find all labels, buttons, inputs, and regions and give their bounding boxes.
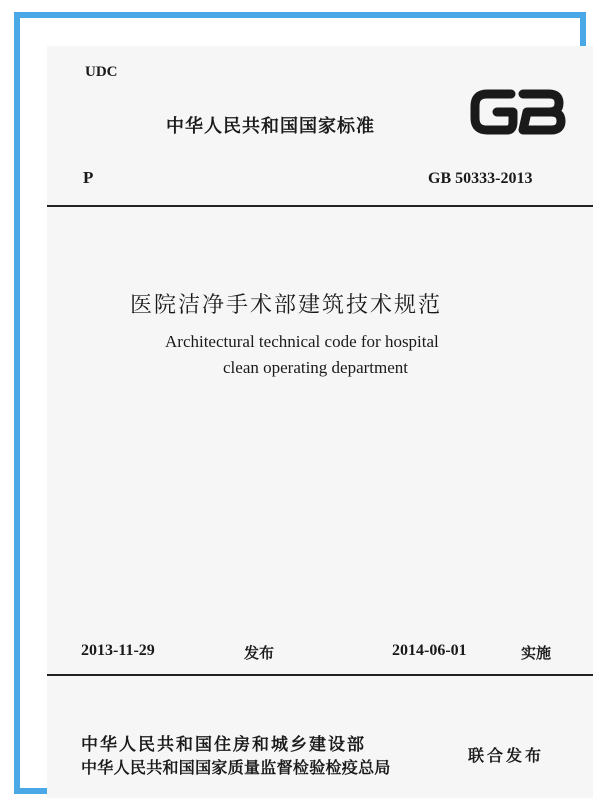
gb-logo-text: GB <box>517 141 519 142</box>
title-english-line2: clean operating department <box>223 358 409 377</box>
cover-page <box>47 46 593 798</box>
publisher-aqsiq: 中华人民共和国国家质量监督检验检疫总局 <box>81 758 391 777</box>
implement-label: 实施 <box>521 644 552 662</box>
top-divider <box>47 205 593 207</box>
joint-publish-label: 联合发布 <box>468 746 545 765</box>
implement-date: 2014-06-01 <box>392 642 467 659</box>
issue-date: 2013-11-29 <box>81 642 155 659</box>
gb-logo <box>467 82 567 142</box>
blue-frame <box>14 12 586 794</box>
publisher-ministry: 中华人民共和国住房和城乡建设部 <box>81 735 366 755</box>
standard-type: 中华人民共和国国家标准 <box>166 116 375 137</box>
title-english-line1: Architectural technical code for hospital <box>165 332 439 351</box>
standard-code: GB 50333-2013 <box>428 170 533 187</box>
bottom-divider <box>47 674 593 676</box>
udc-label: UDC <box>85 64 118 80</box>
title-chinese: 医院洁净手术部建筑技术规范 <box>130 293 443 318</box>
issue-label: 发布 <box>244 644 275 662</box>
category-letter: P <box>83 168 94 187</box>
